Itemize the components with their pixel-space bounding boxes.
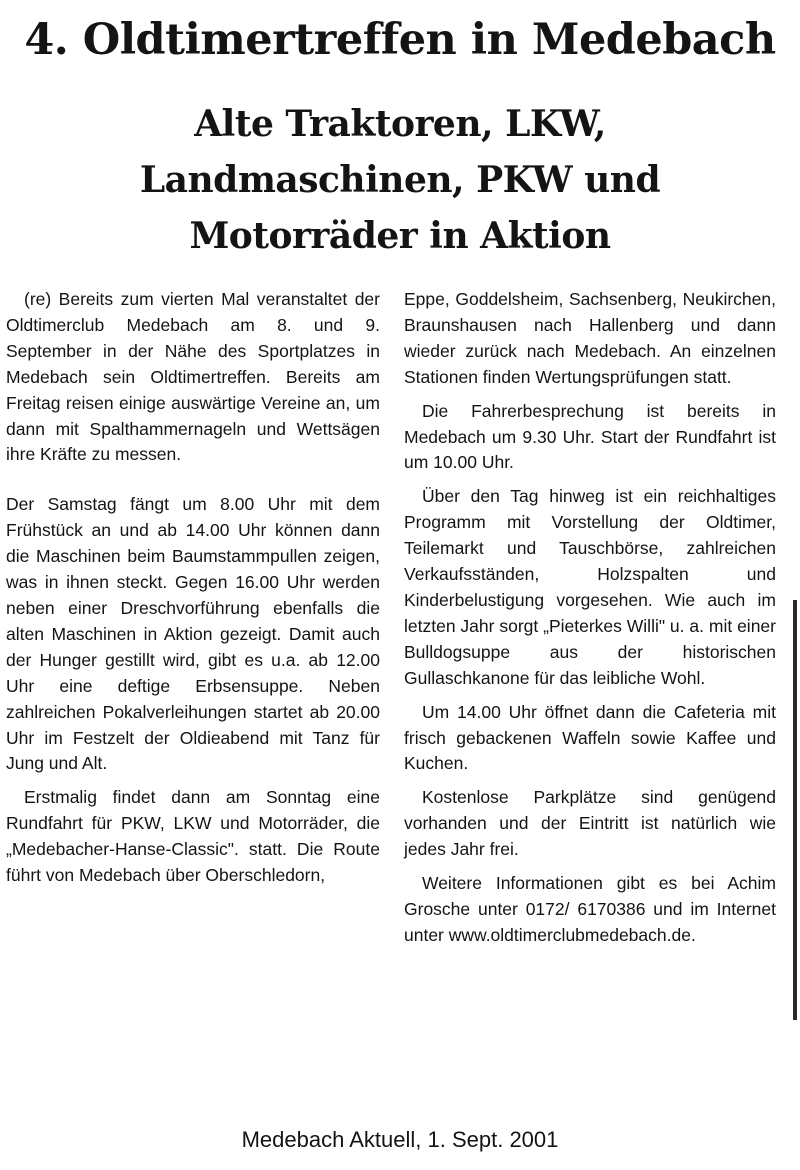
paragraph-intro: (re) Bereits zum vierten Mal veranstaltet der Oldtimerclub Medebach am 8. und 9. September in der Nähe des Sportplatzes in Medebach sein Oldtimertreffen. Bereits am Freitag reisen einige auswärtige Vereine an, um dann mit Spalthammernageln und Wettsägen ihre Kräfte zu messen. bbox=[6, 289, 380, 465]
article-column-left bbox=[6, 287, 380, 897]
paragraph-program: Über den Tag hinweg ist ein reichhaltiges Programm mit Vorstellung der Oldtimer, Teilemarkt und Tauschbörse, zahlreichen Verkaufsständen, Holzspalten und Kinderbelustigung vorgesehen. Wie auch im letzten Jahr sorgt „Pieterkes Willi" u. a. mit einer Bulldogsuppe aus der historischen Gullaschkanone für das leibliche Wohl. bbox=[404, 486, 776, 688]
subheadline-line: Landmaschinen, PKW und bbox=[139, 159, 661, 201]
paragraph-contact: Weitere Informationen gibt es bei Achim Grosche unter 0172/ 6170386 und im Internet unter www.oldtimerclubmedebach.de. bbox=[404, 873, 776, 945]
subheadline bbox=[0, 96, 800, 264]
source-caption: Medebach Aktuell, 1. Sept. 2001 bbox=[241, 1127, 559, 1152]
subheadline-line: Motorräder in Aktion bbox=[189, 215, 611, 257]
subheadline-line: Alte Traktoren, LKW, bbox=[194, 103, 606, 145]
paragraph-saturday: Der Samstag fängt um 8.00 Uhr mit dem Frühstück an und ab 14.00 Uhr können dann die Maschinen beim Baumstammpullen zeigen, was in ihnen steckt. Gegen 16.00 Uhr werden neben einer Dreschvorführung ebenfalls die alten Maschinen in Aktion gezeigt. Damit auch der Hunger gestillt wird, gibt es u.a. ab 12.00 Uhr eine deftige Erbsensuppe. Neben zahlreichen Pokalverleihungen startet ab 20.00 Uhr im Festzelt der Oldieabend mit Tanz für Jung und Alt. bbox=[6, 494, 380, 774]
column-border-line bbox=[793, 600, 797, 1020]
paragraph-parking: Kostenlose Parkplätze sind genügend vorhanden und der Eintritt ist natürlich wie jedes Jahr frei. bbox=[404, 787, 776, 860]
paragraph-briefing: Die Fahrerbesprechung ist bereits in Medebach um 9.30 Uhr. Start der Rundfahrt ist um 10.00 Uhr. bbox=[404, 400, 776, 473]
paragraph-route: Eppe, Goddelsheim, Sachsenberg, Neukirchen, Braunshausen nach Hallenberg und dann wieder zurück nach Medebach. An einzelnen Stationen finden Wertungsprüfungen statt. bbox=[404, 289, 776, 387]
headline: 4. Oldtimertreffen in Medebach bbox=[24, 15, 776, 65]
paragraph-sunday: Erstmalig findet dann am Sonntag eine Rundfahrt für PKW, LKW und Motorräder, die „Medebacher-Hanse-Classic". statt. Die Route führt von Medebach über Oberschledorn, bbox=[6, 787, 380, 886]
paragraph-cafeteria: Um 14.00 Uhr öffnet dann die Cafeteria mit frisch gebackenen Waffeln sowie Kaffee und Kuchen. bbox=[404, 701, 776, 774]
article-column-right bbox=[404, 287, 776, 957]
